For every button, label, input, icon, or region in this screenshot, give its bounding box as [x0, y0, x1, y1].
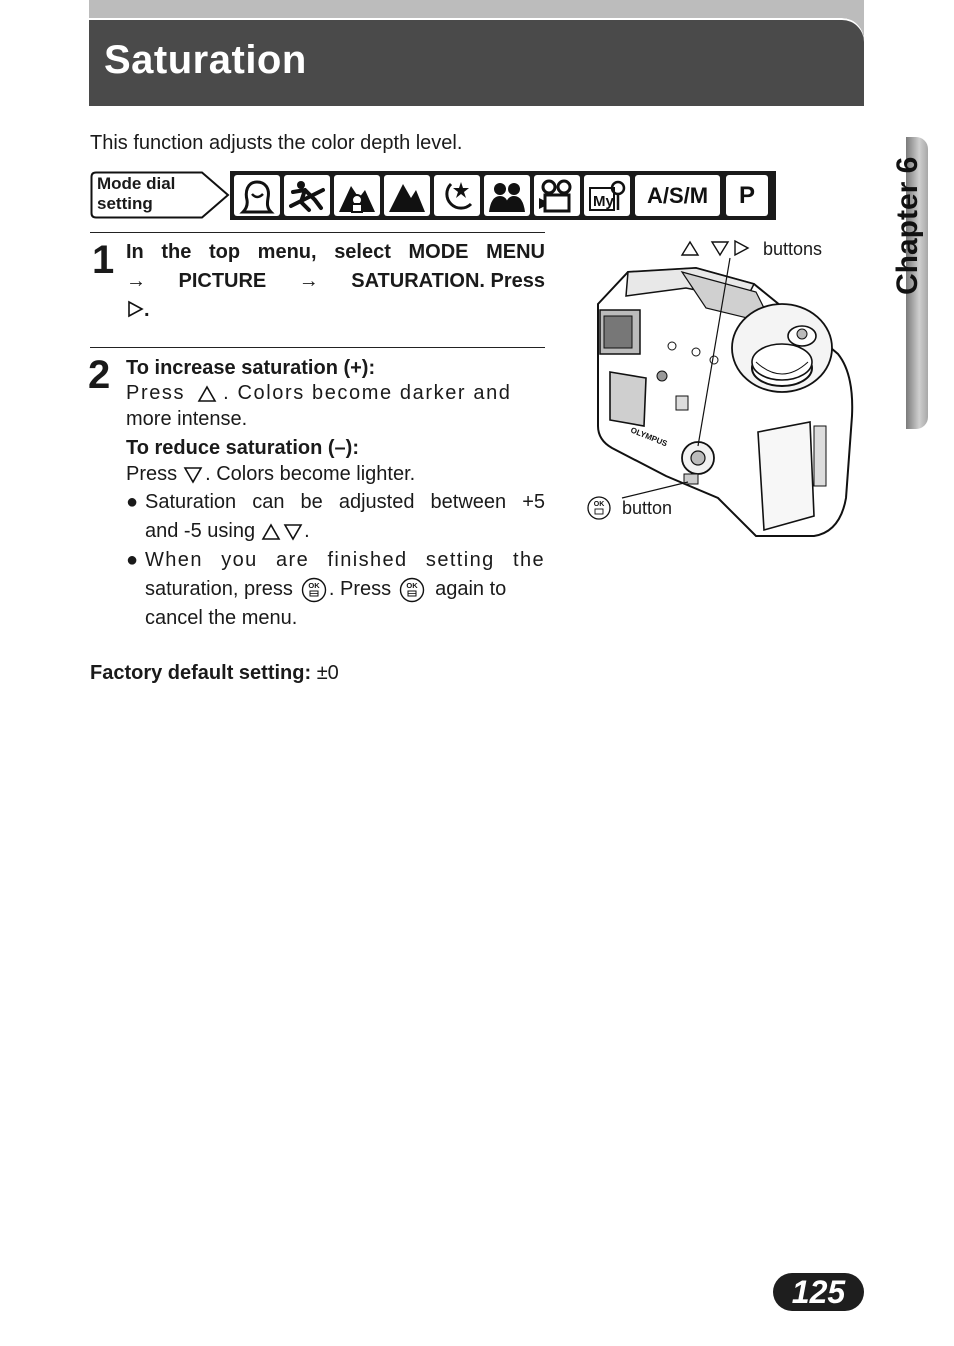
self-portrait-icon [484, 175, 530, 216]
mode-dial-label-line2: setting [97, 194, 153, 213]
bullet1-using-text: and -5 using [145, 520, 256, 542]
bullet2-press-again: . Press [328, 578, 392, 600]
factory-default [90, 659, 339, 688]
mode-dial-strip [230, 171, 776, 220]
page-title: Saturation [104, 38, 307, 82]
bullet1-period: . [304, 520, 310, 542]
ok-button-icon [399, 577, 425, 603]
my-mode-icon [584, 175, 630, 216]
portrait-icon [234, 175, 280, 216]
increase-result-text: . Colors become darker and [223, 382, 512, 404]
sports-icon [284, 175, 330, 216]
step1-rule [90, 232, 545, 233]
svg-text:My: My [593, 192, 614, 210]
asm-mode-icon: A/S/M [635, 175, 720, 216]
ok-icon-text: OK [593, 501, 605, 508]
up-arrow-icon [261, 523, 281, 541]
chapter-text: Chapter 6 [891, 156, 924, 295]
svg-text:OK: OK [308, 580, 320, 590]
down-arrow-icon [183, 466, 203, 484]
intro-text: This function adjusts the color depth level. [90, 132, 463, 154]
press-label: Press [126, 382, 186, 404]
program-mode-icon: P [726, 175, 768, 216]
mode-dial-label-line1: Mode dial [97, 174, 176, 193]
camera-brand-text: OLYMPUS [629, 425, 669, 449]
step1-line1: In the top menu, select MODE MENU [126, 241, 545, 263]
bullet2-line1: When you are finished setting the [145, 549, 545, 571]
ok-button-icon [301, 577, 327, 603]
step2-rule [90, 347, 545, 348]
bullet2-line3: cancel the menu. [145, 607, 298, 629]
up-arrow-icon [197, 385, 217, 403]
movie-icon [534, 175, 580, 216]
right-arrow-icon [126, 300, 144, 318]
camera-illustration [586, 236, 858, 542]
reduce-heading: To reduce saturation (–): [126, 437, 359, 459]
increase-line1 [126, 379, 545, 408]
bullet2-line2 [145, 575, 545, 604]
landscape-portrait-icon [334, 175, 380, 216]
step1-line2 [126, 267, 545, 296]
bullet1-line1: Saturation can be adjusted between +5 [145, 491, 545, 513]
factory-default-value: ±0 [316, 662, 339, 684]
chapter-label [884, 143, 928, 298]
mode-dial-label [90, 171, 230, 219]
svg-text:OK: OK [406, 580, 418, 590]
menu-arrow-2: → [298, 270, 319, 292]
press-label: Press [126, 463, 178, 485]
increase-heading: To increase saturation (+): [126, 357, 376, 379]
reduce-line1 [126, 460, 415, 489]
increase-line2: more intense. [126, 408, 248, 430]
bullet2-again-to: again to [435, 578, 507, 600]
step1-period: . [144, 299, 150, 321]
menu-item-saturation: SATURATION. Press [351, 270, 545, 292]
down-arrow-icon [283, 523, 303, 541]
menu-item-picture: PICTURE [178, 270, 267, 292]
step2-number: 2 [88, 353, 111, 397]
reduce-result-text: . Colors become lighter. [205, 463, 416, 485]
bullet2-marker: ● [126, 549, 139, 571]
bullet1-marker: ● [126, 491, 139, 513]
night-scene-icon [434, 175, 480, 216]
step1-line3 [126, 296, 150, 325]
step1-number: 1 [92, 238, 115, 282]
ok-button-caption: button [622, 498, 673, 518]
menu-arrow-1: → [126, 270, 146, 292]
bullet1-line2 [145, 517, 310, 546]
factory-default-label: Factory default setting: [90, 662, 312, 684]
bullet2-press-text: saturation, press [145, 578, 293, 600]
landscape-icon [384, 175, 430, 216]
camera-figure [586, 236, 858, 542]
arrow-buttons-caption: buttons [763, 239, 823, 259]
page-number: 125 [791, 1273, 846, 1310]
